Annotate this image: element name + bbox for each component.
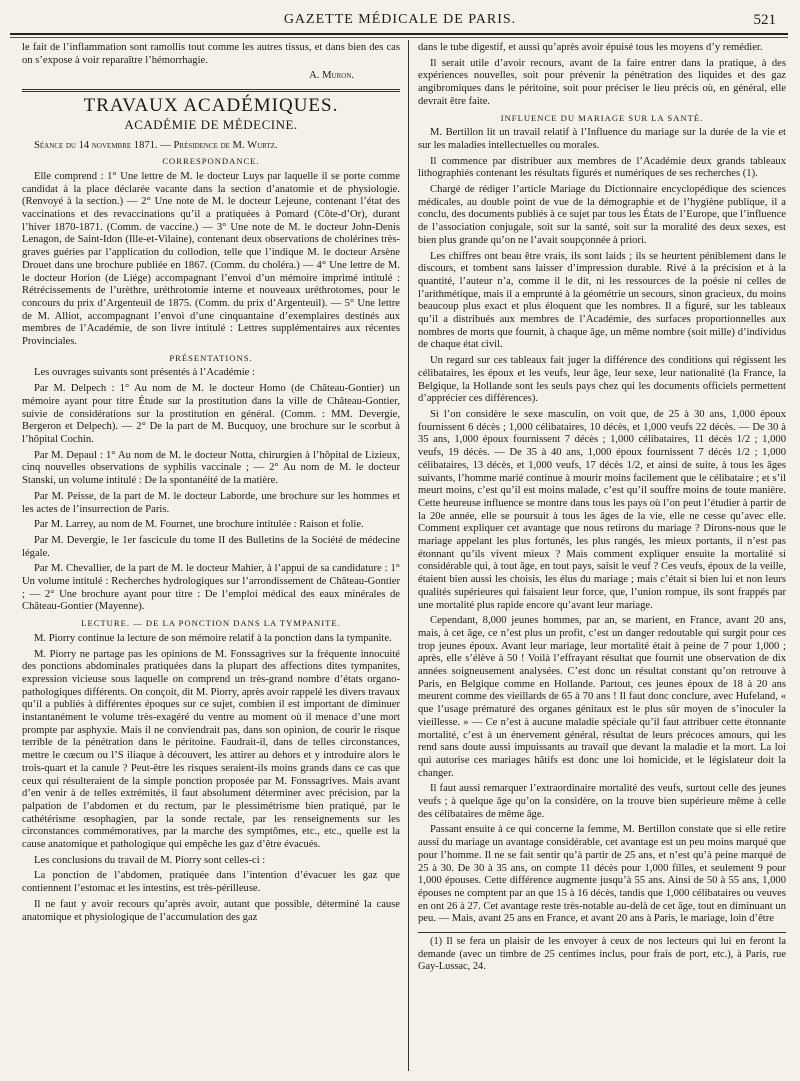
intro-text: le fait de l’inflammation sont ramollis tout comme les autres tissus, et dans bien des cas on s’expose à voir reparaître l’hémorrhagie. <box>22 42 400 66</box>
column-separator <box>408 40 409 1071</box>
article-paragraph: Si l’on considère le sexe masculin, on voit que, de 25 à 30 ans, 1,000 époux fournissent 6 décès ; 1,000 célibataires, 10 décès, et 1,000 veufs 22 décès. — De 30 à 35 ans, 1,000 époux fournissent 7 décès ; 1,000 célibataires, 11 décès 1/2 ; 1,000 veufs, 19 décès. — De 35 à 40 ans, 1,000 époux fournissent 7 décès 1/2 ; 1,000 célibataires, 13 décès, et 1,000 veufs, 17 décès 1/2, et ainsi de suite, à tous les âges suivants, l’homme marié continue à mourir moins facilement que le célibataire ; et s’il meurt moins, c’est qu’il est moins malade, c’est qu’il souffre moins de toute manière. Cette heureuse influence se montre dans tous les pays où l’on peut l’étudier à partir de la 20e année, elle se poursuit à tous les âges de la vie, elle ne cesse qu’avec elle. Comment expliquer cet avantage que nous retirons du mariage ? Dirons-nous que le mariage appelant les plus fortunés, les plus rangés, les mieux portants, il n’est pas étonnant qu’ils vivent mieux ? Mais comment expliquer ensuite la mortalité si considérable qui, à tout âge, en tout pays, saisit le veuf ? Ces veufs, époux de la veille, étaient bien aussi les choisis, les élus du mariage ; mais c’était si bien lui et non leurs qualités supérieures qui faisaient leur force, que, l’union rompue, ils sont frappés par une mortalité plus rapide encore qu’avant leur mariage. <box>418 408 786 611</box>
right-column <box>418 42 786 1073</box>
article-paragraph: Chargé de rédiger l’article Mariage du Dictionnaire encyclopédique des sciences médicales, au double point de vue de la démographie et de l’hygiène publique, il a conclu, des documents publiés à ce sujet par tous les États de l’Europe, que l’influence de l’association conjugale, soit sur la santé, soit sur la moralité des deux sexes, est bien plus grande qu’on ne l’avait soupçonnée à priori. <box>418 184 786 246</box>
article-paragraph: Cependant, 8,000 jeunes hommes, par an, se marient, en France, avant 20 ans, mais, à cet âge, ce n’est plus un profit, c’est un danger redoutable qui surgit pour ces trop jeunes époux. Avant leur mariage, leur mortalité était à peine de 7 pour 1,000 ; après, elle s’élève à 50 ! Voilà l’effrayant résultat que fournit une observation de dix années soigneusement analysées. C’est donc un résultat constant qu’on retrouve à Paris, en Belgique comme en Hollande. Partout, ces jeunes époux de 18 à 20 ans meurent comme des vieillards de 65 à 70 ans ! Il faut donc conclure, avec Hufeland, « que l’usage prématuré des organes génitaux est le plus sûr moyen de s’inoculer la vieillesse. » — Ce n’est à aucune maladie spéciale qu’il faut attribuer cette étonnante mortalité, c’est à un énervement général, résultat de leurs précoces amours, qui les rend sans doute aussi impuissants au travail que devant la maladie et la mort. La loi qui autorise ces mariages hâtifs est donc une loi homicide, et le législateur doit la changer. <box>418 615 786 779</box>
influence-heading: INFLUENCE DU MARIAGE SUR LA SANTÉ. <box>500 112 704 123</box>
article-paragraph: Les chiffres ont beau être vrais, ils sont laids ; ils se heurtent péniblement dans le discours, et tombent sans laisser d’impression durable. Rivé à la précision et à la quantité, l’auteur n’a, comme il le dit, ni les ressources de la poésie ni celles de l’arithmétique, mais il a emprunté à la géométrie un secours, sinon gracieux, du moins beaucoup plus exact et plus éloquent que les nombres. Il a figuré, sur les tableaux qu’il a distribués aux membres de l’Académie, des surfaces proportionnelles aux nombres de morts que fournit, à chaque âge, un même nombre (soit mille) d’individus de chaque état civil. <box>418 250 786 351</box>
correspondance-text: Elle comprend : 1° Une lettre de M. le docteur Luys par laquelle il se porte comme candidat à la place déclarée vacante dans la section d’anatomie et de physiologie. (Renvoyé à la section.) — 2° Une note de M. le docteur Lejeune, contenant l’état des vaccinations et des revaccinations qu’il a pratiquées à Pomard (Côte-d’Or), durant l’hiver 1870-1871. (Comm. de vaccine.) — 3° Une note de M. le docteur John-Denis Lenagon, de Saint-Idon (Ille-et-Vilaine), contenant deux observations de cholérines très-graves guéries par l’application du collodion, telle que l’indique M. le docteur Arsène Drouet dans une brochure publiée en 1867. (Comm. du choléra.) — 4° Une lettre de M. le docteur Horion (de Liége) accompagnant l’envoi d’un mémoire imprimé intitulé : Rétrécissements de l’urèthre, uréthrotomie interne et nouveaux uréthrotomes, pour le concours du prix d’Argenteuil de 1875. (Comm. du prix d’Argenteuil). — 5° Une lettre de M. Alliot, accompagnant l’envoi d’une cinquantaine d’exemplaires destinés aux membres de l’Académie, de son livre intitulé : Lettres supplémentaires aux récentes Provinciales. <box>22 170 400 348</box>
lecture-paragraph: M. Piorry continue la lecture de son mémoire relatif à la ponction dans la tympanite. <box>34 632 392 644</box>
presentation-item: Par M. Delpech : 1° Au nom de M. le docteur Homo (de Château-Gontier) un mémoire ayant pour titre Étude sur la prostitution dans la ville de Château-Gontier, suivie de considérations sur la prostitution en général. (Comm. : MM. Devergie, Bergeron et Delpech). — 2° De la part de M. Bucquoy, une brochure sur le scorbut à l’hôpital Cochin. <box>22 383 400 445</box>
lecture-paragraph: Les conclusions du travail de M. Piorry sont celles-ci : <box>34 854 266 866</box>
lecture-paragraph: Il ne faut y avoir recours qu’après avoir, autant que possible, déterminé la cause anatomique et physiologique de l’accumulation des gaz <box>22 898 400 923</box>
left-column <box>22 42 400 1073</box>
article-paragraph: Il faut aussi remarquer l’extraordinaire mortalité des veufs, surtout celle des jeunes veufs ; à quelque âge qu’on la considère, on la trouve bien supérieure même à celle des célibataires de même âge. <box>418 783 786 820</box>
section-rule <box>22 89 400 92</box>
article-paragraph: Passant ensuite à ce qui concerne la femme, M. Bertillon constate que si elle retire aussi du mariage un avantage considérable, cet avantage est un peu moins marqué que pour l’homme. Il ne se fait sentir qu’à partir de 25 ans, et n’est qu’à peine marqué de 25 à 30. De 30 à 35 ans, on compte 11 décès pour 1,000 filles, et seulement 9 pour 1,000 épouses. Cette différence augmente jusqu’à 55 ans. Ainsi de 50 à 55 ans, 1,000 épouses ne comptent par an que 15 à 16 décès, tandis que 1,000 célibataires ou veuves en ont 26 à 27. Cet avantage reste très-notable au-delà de cet âge, tout en diminuant un peu. — Mais, avant 25 ans en France, et avant 20 ans à Paris, le mariage, loin d’être <box>418 824 786 925</box>
intro-signature: A. Muron. <box>309 70 354 82</box>
academy-heading: ACADÉMIE DE MÉDECINE. <box>124 116 298 132</box>
journal-title: GAZETTE MÉDICALE DE PARIS. <box>283 12 517 27</box>
presentation-item: Par M. Devergie, le 1er fascicule du tome II des Bulletins de la Société de médecine légale. <box>22 534 400 559</box>
correspondance-heading: CORRESPONDANCE. <box>162 156 260 167</box>
article-paragraph: Un regard sur ces tableaux fait juger la différence des conditions qui régissent les célibataires, les époux et les veufs, leur âge, leur sexe, leur nationalité (la France, la Belgique, la Hollande sont les seuls pays chez qui les documents officiels permettent d’apprécier ces différences). <box>418 355 786 405</box>
footnote-text: (1) Il se fera un plaisir de les envoyer à ceux de nos lecteurs qui lui en feront la demande (avec un timbre de 25 centimes inclus, pour frais de port, etc.), à Paris, rue Gay-Lussac, 24. <box>418 936 786 972</box>
article-paragraph: M. Bertillon lit un travail relatif à l’Influence du mariage sur la durée de la vie et sur les maladies intellectuelles ou morales. <box>418 127 786 151</box>
presentation-item: Par M. Larrey, au nom de M. Fournet, une brochure intitulée : Raison et folie. <box>34 519 364 531</box>
presentation-item: Par M. Chevallier, de la part de M. le docteur Mahier, à l’appui de sa candidature : 1° Un volume intitulé : Recherches hydrologiques sur l’arrondissement de Château-Gontier ; — 2° Une brochure ayant pour titre : De l’emploi médical des eaux minérales de Château-Gontier (Mayenne). <box>22 563 400 613</box>
article-paragraph: Il commence par distribuer aux membres de l’Académie deux grands tableaux lithographiés contenant les résultats figurés et numériques de ses recherches (1). <box>418 155 786 180</box>
page-header <box>0 4 800 34</box>
lecture-paragraph: M. Piorry ne partage pas les opinions de M. Fonssagrives sur la fréquente innocuité des ponctions abdominales pratiquées dans la plupart des affections dites tympanites, expression vicieuse sous laquelle on comprend un très-grand nombre d’états organo-pathologiques différents. On conçoit, dit M. Piorry, après avoir rappelé les divers travaux qu’il a publiés à différentes époques sur ce sujet, combien il est important de diminuer instantanément le volume très-exagéré du ventre au moment où il menace d’une mort prompte par asphyxie. Mais il ne conviendrait pas, dans son opinion, de courir le risque terrible de la pénétration dans le péritoine. Faudrait-il, dans de telles circonstances, mettre le cœcum ou l’S iliaque à découvert, les attirer au dehors et y introduire alors le trois-quart et la canule ? Peut-être les risques seraient-ils moins grands dans ce cas que ceux qui résulteraient de la simple ponction proposée par M. Fonssagrives. Mais avant d’en venir à de telles extrémités, il faut absolument déterminer avec précision, par la palpation de l’abdomen et du rectum, par le plessimétrisme bien pratiqué, par le cathétérisme œsophagien, par la sonde rectale, par les renseignements sur les circonstances commémoratives, par la marche des symptômes, etc., etc., quelle est la cause anatomique et pathologique qui empêche les gaz d’être évacués. <box>22 648 400 851</box>
lecture-heading: LECTURE. — DE LA PONCTION DANS LA TYMPANITE. <box>81 618 341 629</box>
continuation-text-2: Il serait utile d’avoir recours, avant de la faire entrer dans la pratique, à des expériences nouvelles, soit pour prévenir la pénétration des liquides et des gaz angibromiques dans le péritoine, soit pour préciser le lieu précis où, en général, elle devrait être faite. <box>418 57 786 107</box>
presentation-item: Par M. Peisse, de la part de M. le docteur Laborde, une brochure sur les hommes et les actes de l’insurrection de Paris. <box>22 490 400 515</box>
lecture-paragraph: La ponction de l’abdomen, pratiquée dans l’intention d’évacuer les gaz que contiennent l’estomac et les intestins, est très-périlleuse. <box>22 870 400 895</box>
section-title: TRAVAUX ACADÉMIQUES. <box>83 95 339 117</box>
header-rule-thin <box>10 37 788 38</box>
footnote <box>418 932 786 973</box>
seance-line: Séance du 14 novembre 1871. — Présidence de M. Wurtz. <box>34 139 278 151</box>
header-rule <box>10 33 788 35</box>
presentations-intro: Les ouvrages suivants sont présentés à l’Académie : <box>34 367 255 379</box>
continuation-text: dans le tube digestif, et aussi qu’après avoir épuisé tous les moyens d’y remédier. <box>418 42 763 53</box>
presentations-heading: PRÉSENTATIONS. <box>169 352 253 363</box>
page-number: 521 <box>753 12 776 28</box>
presentation-item: Par M. Depaul : 1° Au nom de M. le docteur Notta, chirurgien à l’hôpital de Lizieux, cinq nouvelles observations de syphilis vaccinale ; — 2° Au nom de M. le docteur Stanski, un volume intitulé : De la spontanéité de la matière. <box>22 449 400 487</box>
